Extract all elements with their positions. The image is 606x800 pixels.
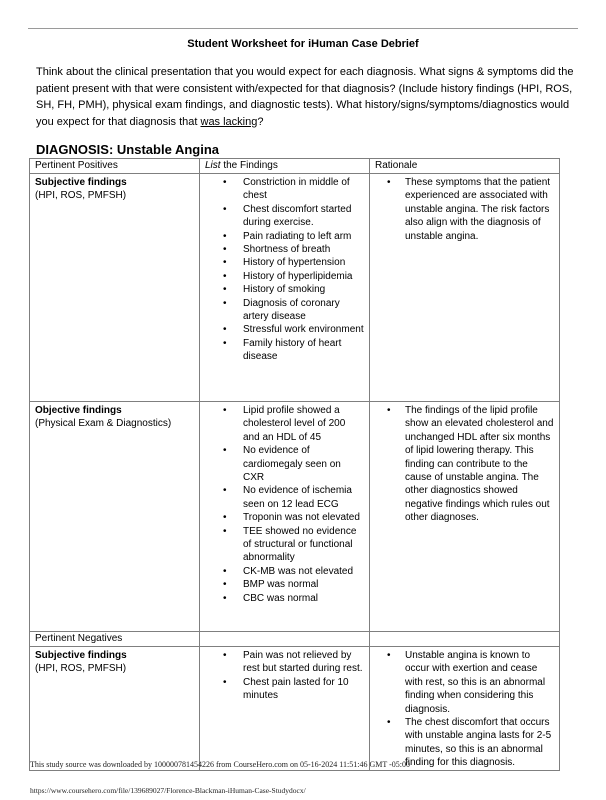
page-title: Student Worksheet for iHuman Case Debrief: [187, 38, 419, 50]
row-label: Objective findings: [35, 405, 122, 416]
list-item: • CK-MB was not elevated: [243, 565, 364, 578]
diagnosis-label: DIAGNOSIS:: [36, 142, 114, 157]
list-item: • CBC was normal: [243, 592, 364, 605]
rationale-cell: [370, 402, 560, 632]
findings-cell: [200, 174, 370, 402]
header-pertinent-positives: Pertinent Positives: [30, 159, 200, 174]
table-row-negative-subjective: [30, 647, 560, 771]
download-source-note: This study source was downloaded by 100000781454226 from CourseHero.com on 05-16-2024 11:51:46 GMT -05:00: [30, 760, 410, 769]
header-list-rest: the Findings: [220, 160, 278, 171]
list-item: • These symptoms that the patient experienced are associated with unstable angina. The risk factors also align with the diagnosis of unstable angina.: [405, 176, 554, 243]
intro-text: Think about the clinical presentation that you would expect for each diagnosis. What signs & symptoms did the patient present with that were consistent with/expected for that diagnosis? (Include history findings (HPI, ROS, SH, FH, PMH), physical exam findings, and diagnostic tests). What history/signs/symptoms/diagnostics would you expect for that diagnosis that: [36, 66, 574, 128]
list-item: • Pain radiating to left arm: [243, 230, 364, 243]
list-item: • History of hyperlipidemia: [243, 270, 364, 283]
list-item: • Stressful work environment: [243, 323, 364, 336]
list-item: • The findings of the lipid profile show an elevated cholesterol and unchanged HDL after six months of lipid lowering therapy. This finding can contribute to the cause of unstable angina. The other diagnostics showed negative findings which rules out other diagnoses.: [405, 404, 554, 525]
row-label: Subjective findings: [35, 177, 127, 188]
list-item: • Constriction in middle of chest: [243, 176, 364, 203]
table-row-positive-objective: [30, 402, 560, 632]
list-item: • Chest pain lasted for 10 minutes: [243, 676, 364, 703]
header-rationale: Rationale: [370, 159, 560, 174]
list-item: • Unstable angina is known to occur with exertion and cease with rest, so this is an abnormal finding when considering this diagnosis.: [405, 649, 554, 716]
list-item: • Shortness of breath: [243, 243, 364, 256]
list-item: • Lipid profile showed a cholesterol level of 200 and an HDL of 45: [243, 404, 364, 444]
findings-cell: [200, 402, 370, 632]
table-row-positive-subjective: [30, 174, 560, 402]
list-item: • No evidence of ischemia seen on 12 lead ECG: [243, 484, 364, 511]
header-list-italic: List: [205, 160, 221, 171]
row-label-cell: [30, 402, 200, 632]
table-header-row: [30, 159, 560, 174]
source-url: https://www.coursehero.com/file/139689027/Florence-Blackman-iHuman-Case-Studydocx/: [30, 786, 306, 795]
rationale-cell: [370, 174, 560, 402]
row-sublabel: (HPI, ROS, PMFSH): [35, 190, 127, 202]
list-item: • No evidence of cardiomegaly seen on CXR: [243, 444, 364, 484]
row-sublabel: (Physical Exam & Diagnostics): [35, 418, 172, 430]
rationale-list: [375, 176, 554, 243]
intro-paragraph: [36, 64, 574, 130]
findings-list: [205, 176, 364, 364]
row-label-cell: [30, 647, 200, 771]
intro-underlined-text: was lacking: [200, 115, 258, 128]
top-rule: [28, 28, 578, 29]
list-item: • Chest discomfort started during exercise.: [243, 203, 364, 230]
intro-end: ?: [257, 115, 264, 128]
findings-cell: [200, 647, 370, 771]
list-item: • BMP was normal: [243, 578, 364, 591]
header-pertinent-negatives: Pertinent Negatives: [30, 632, 200, 647]
rationale-list: [375, 404, 554, 525]
list-item: • Family history of heart disease: [243, 337, 364, 364]
header-list-findings: [200, 159, 370, 174]
list-item: • Pain was not relieved by rest but started during rest.: [243, 649, 364, 676]
list-item: • TEE showed no evidence of structural or functional abnormality: [243, 525, 364, 565]
findings-list: [205, 649, 364, 703]
rationale-list: [375, 649, 554, 770]
rationale-cell: [370, 647, 560, 771]
diagnosis-value: Unstable Angina: [116, 142, 220, 157]
diagnosis-heading: [36, 142, 219, 157]
table-row-negatives-header: [30, 632, 560, 647]
row-label: Subjective findings: [35, 650, 127, 661]
list-item: • History of smoking: [243, 283, 364, 296]
row-label-cell: [30, 174, 200, 402]
findings-table: [29, 158, 560, 771]
empty-cell: [200, 632, 370, 647]
list-item: • Troponin was not elevated: [243, 511, 364, 524]
list-item: • Diagnosis of coronary artery disease: [243, 297, 364, 324]
list-item: • History of hypertension: [243, 256, 364, 269]
row-sublabel: (HPI, ROS, PMFSH): [35, 663, 127, 675]
empty-cell: [370, 632, 560, 647]
findings-list: [205, 404, 364, 605]
list-item: • The chest discomfort that occurs with unstable angina lasts for 2-5 minutes, so this is an abnormal finding for this diagnosis.: [405, 716, 554, 770]
